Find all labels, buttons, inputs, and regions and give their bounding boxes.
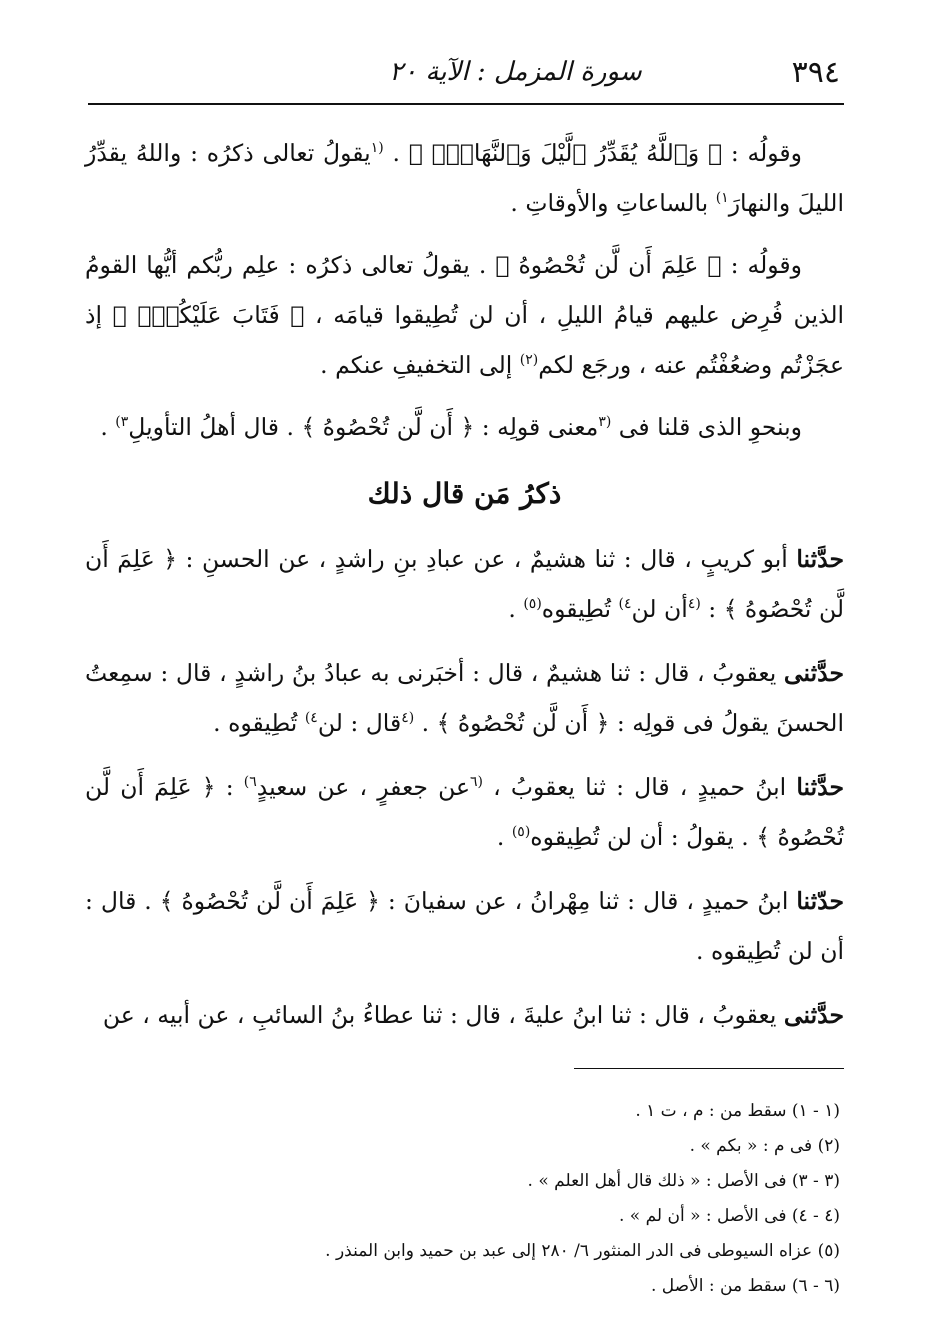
commentary-paragraphs	[85, 128, 844, 452]
text-run: . قال : أن لن تُطِيقوه .	[85, 887, 844, 965]
narration-lead-word: حدَّثنى	[783, 659, 844, 687]
text-run: يقولُ تعالى ذكرُه : واللهُ يقدِّرُ الليلَ والنهارَ	[85, 139, 844, 217]
footnote-marker: ٣)	[115, 414, 129, 431]
text-run: . يقولُ : أن لن تُطِيقوه	[530, 823, 757, 851]
commentary-paragraph	[85, 128, 844, 228]
quran-quote: ﴿ عَلِمَ أَن لَّن تُحْصُوهُ ﴾	[159, 887, 380, 915]
commentary-paragraph	[85, 240, 844, 390]
quran-quote: ﴿ عَلِمَ أَن لَّن تُحْصُوهُ ﴾	[495, 251, 722, 279]
narration-list	[85, 534, 844, 1040]
text-run: يعقوبُ ، قال : ثنا هشيمٌ ، قال : أخبَرنى به عبادُ بنُ راشدٍ ، قال : سمِعتُ الحسنَ يقولُ فى قولِه :	[85, 659, 844, 737]
text-run: أن لن	[631, 595, 688, 623]
text-run: أبو كريبٍ ، قال : ثنا هشيمٌ ، عن عبادِ بنِ راشدٍ ، عن الحسنِ :	[177, 545, 797, 573]
footnote-marker: ٦)	[243, 774, 257, 791]
text-run: وقولُه :	[721, 251, 802, 279]
footnote-marker: (٦	[470, 774, 484, 791]
narration	[85, 648, 844, 748]
text-run: وبنحوِ الذى قلنا فى	[611, 413, 802, 441]
text-run: ابنُ حميدٍ ، قال : ثنا يعقوبُ ،	[483, 773, 797, 801]
quran-quote: ﴿ وَٱللَّهُ يُقَدِّرُ ٱلَّيْلَ وَٱلنَّهَارَۚ ﴾	[408, 139, 723, 167]
text-run: عن جعفرٍ ، عن سعيدٍ	[256, 773, 471, 801]
text-run: :	[700, 595, 724, 623]
footnote-marker: (٤	[401, 710, 415, 727]
page-number: ٣٩٤	[791, 54, 840, 90]
footnote-marker: (١	[370, 140, 384, 157]
narration	[85, 990, 844, 1040]
text-run: وقولُه :	[722, 139, 803, 167]
quran-quote: ﴿ أَن لَّن تُحْصُوهُ ﴾	[436, 709, 610, 737]
text-run: قال : لن	[317, 709, 402, 737]
text-run: يعقوبُ ، قال : ثنا ابنُ عليةَ ، قال : ثنا عطاءُ بنُ السائبِ ، عن أبيه ، عن	[102, 1001, 784, 1029]
quran-quote: ﴿ عَلِمَ أَن لَّن تُحْصُوهُ ﴾	[85, 545, 844, 623]
footnote-marker: ١)	[715, 190, 729, 207]
text-run: .	[100, 413, 116, 441]
narration-lead-word: حدّثنا	[796, 887, 844, 915]
text-run: إلى التخفيفِ عنكم .	[320, 351, 520, 379]
quran-quote: ﴿ أَن لَّن تُحْصُوهُ ﴾	[301, 413, 475, 441]
footnote-marker: ٤)	[304, 710, 318, 727]
footnotes	[88, 1094, 840, 1304]
footnote: (٢) فى م : « بكم » .	[689, 1136, 840, 1156]
quran-quote: ﴿ فَتَابَ عَلَيْكُمْۖ ﴾	[112, 301, 305, 329]
footnote: (٣ - ٣) فى الأصل : « ذلك قال أهل العلم » .	[527, 1171, 840, 1191]
narration	[85, 534, 844, 634]
text-run: إذ عجَزْتُم وضعُفْتُم عنه ، ورجَع لكم	[85, 301, 844, 379]
footnote-marker: (٤	[687, 596, 701, 613]
footnote-marker: (٥)	[511, 824, 531, 841]
narration-lead-word: حدَّثنى	[783, 1001, 844, 1029]
text-run: تُطِيقوه	[541, 595, 619, 623]
text-run: .	[496, 823, 512, 851]
narration-lead-word: حدَّثنا	[796, 545, 844, 573]
page-header	[88, 52, 840, 92]
footnote-marker: (٣	[598, 414, 612, 431]
narration-lead-word: حدَّثنا	[796, 773, 844, 801]
text-run: بالساعاتِ والأوقاتِ .	[510, 189, 716, 217]
footnote-marker: ٤)	[618, 596, 632, 613]
narration	[85, 762, 844, 862]
footnote: (٥) عزاه السيوطى فى الدر المنثور ٦/ ٢٨٠ إلى عبد بن حميد وابن المنذر .	[325, 1241, 840, 1261]
header-rule	[88, 103, 844, 105]
text-run: .	[383, 139, 409, 167]
narration	[85, 876, 844, 976]
text-run: تُطِيقوه .	[213, 709, 305, 737]
text-run: .	[508, 595, 524, 623]
text-run: . يقولُ تعالى ذكرُه : علِم ربُّكم أيُّها القومُ الذين فُرِض عليهم قيامُ الليلِ ، أن لن تُطِيقوا قيامَه ،	[85, 251, 845, 329]
commentary-paragraph	[85, 402, 844, 452]
footnote-marker: (٥)	[523, 596, 542, 613]
text-run: :	[215, 773, 244, 801]
text-run: ابنُ حميدٍ ، قال : ثنا مِهْرانُ ، عن سفيانَ :	[379, 887, 797, 915]
footnote: (١ - ١) سقط من : م ، ت ١ .	[635, 1101, 840, 1121]
footnote: (٤ - ٤) فى الأصل : « أن لم » .	[618, 1206, 840, 1226]
text-run: .	[414, 709, 437, 737]
text-run: . قال أهلُ التأويلِ	[128, 413, 302, 441]
main-text	[85, 128, 844, 1054]
running-title: سورة المزمل : الآية ٢٠	[389, 57, 642, 87]
footnote: (٦ - ٦) سقط من : الأصل .	[650, 1276, 840, 1296]
section-heading: ذكرُ مَن قال ذلك	[367, 477, 562, 510]
quran-quote: ﴿ عَلِمَ أَن لَّن تُحْصُوهُ ﴾	[85, 773, 844, 851]
footnote-rule	[574, 1068, 844, 1069]
footnote-marker: (٢)	[519, 352, 539, 369]
text-run: معنى قولِه :	[474, 413, 599, 441]
